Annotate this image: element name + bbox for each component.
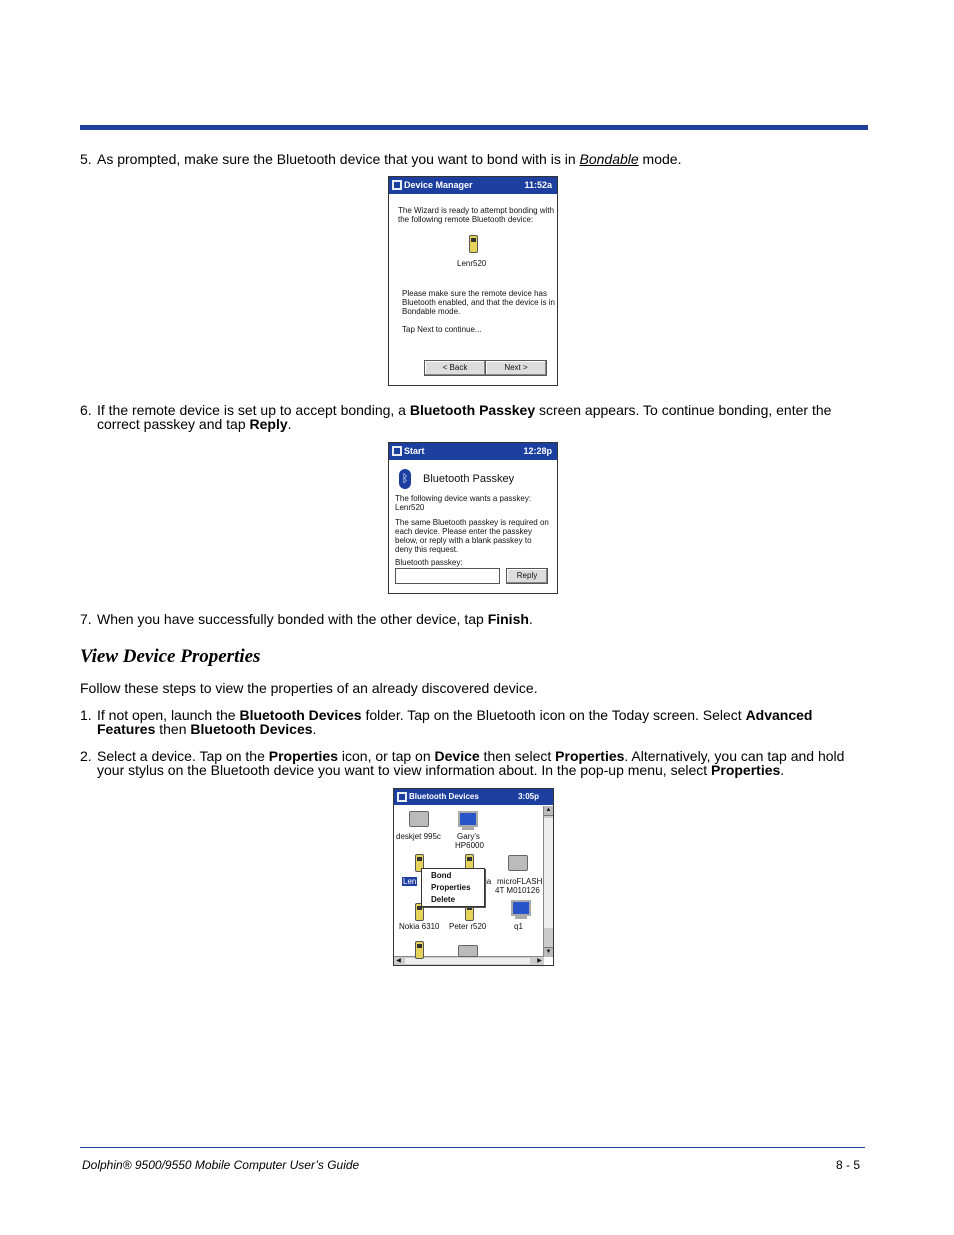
step-text-end: .	[287, 416, 292, 432]
menu-item-properties[interactable]: Properties	[431, 883, 471, 892]
passkey-heading: Bluetooth Passkey	[423, 473, 515, 485]
step-text-end: .	[528, 611, 533, 627]
device-label-peter: Peter r520	[449, 922, 487, 931]
step-number: 6.	[80, 402, 92, 418]
passkey-device: Lenr520	[395, 503, 425, 512]
titlebar-time: 3:05p	[518, 792, 539, 801]
advanced-term: Advanced	[745, 707, 813, 723]
properties-term-2: Properties	[555, 748, 625, 764]
device-label-hp6000: HP6000	[455, 841, 484, 850]
step-number: 1.	[80, 707, 92, 723]
footer-rule	[80, 1147, 865, 1148]
step-text-end: .	[780, 762, 785, 778]
titlebar	[394, 789, 553, 805]
passkey-line-6: deny this request.	[395, 545, 459, 554]
device-label-deskjet: deskjet 995c	[396, 832, 441, 841]
msg-line-3: Bondable mode.	[402, 307, 461, 316]
step-text-mid: folder. Tap on the Bluetooth icon on the Today screen. Select	[361, 707, 746, 723]
context-menu	[421, 868, 485, 907]
device-term: Device	[434, 748, 480, 764]
reply-term: Reply	[249, 416, 288, 432]
titlebar-title: Device Manager	[404, 180, 473, 190]
step-number: 5.	[80, 151, 92, 167]
intro-paragraph: Follow these steps to view the properties of an already discovered device.	[80, 680, 538, 696]
bluetooth-devices-screenshot	[393, 788, 554, 966]
titlebar-time: 12:28p	[523, 446, 552, 456]
view-step-2	[80, 749, 870, 779]
finish-term: Finish	[487, 611, 529, 627]
printer-icon[interactable]	[409, 811, 429, 827]
device-label-partial: ia	[485, 877, 492, 886]
step-text: When you have successfully bonded with the other device, tap	[97, 611, 488, 627]
properties-term: Properties	[268, 748, 338, 764]
scroll-right-icon[interactable]: ▶	[537, 958, 542, 964]
menu-item-delete[interactable]: Delete	[431, 895, 456, 904]
titlebar-title: Start	[404, 446, 425, 456]
view-step-1	[80, 708, 870, 738]
titlebar-title: Bluetooth Devices	[409, 792, 479, 801]
msg-line-1: Please make sure the remote device has	[402, 289, 547, 298]
bluetooth-devices-term: Bluetooth Devices	[239, 707, 362, 723]
step-text-mid3: . Alternatively, you can tap and hold	[624, 748, 845, 764]
features-term: Features	[97, 721, 156, 737]
scroll-up-icon[interactable]: ▲	[544, 806, 553, 816]
passkey-field-label: Bluetooth passkey:	[395, 558, 463, 567]
step-text-line2: correct passkey and tap	[97, 416, 250, 432]
phone-icon	[469, 235, 478, 253]
device-label-nokia: Nokia 6310	[399, 922, 440, 931]
intro-line-1: The Wizard is ready to attempt bonding with	[398, 206, 555, 215]
titlebar	[389, 177, 557, 194]
computer-icon[interactable]	[458, 811, 478, 827]
titlebar-time: 11:52a	[524, 180, 552, 190]
msg-line-2: Bluetooth enabled, and that the device is in	[402, 298, 555, 307]
device-label-gary: Gary's	[457, 832, 480, 841]
tap-next-text: Tap Next to continue...	[402, 325, 482, 334]
section-title: View Device Properties	[80, 646, 261, 667]
step-text-then: then	[155, 721, 191, 737]
windows-start-icon	[392, 446, 402, 456]
device-label-q1: q1	[514, 922, 523, 931]
vertical-scrollbar[interactable]	[543, 806, 553, 957]
step-text: As prompted, make sure the Bluetooth device that you want to bond with is in	[97, 151, 580, 167]
step-text-mid: screen appears. To continue bonding, enter the	[535, 402, 832, 418]
passkey-input[interactable]	[395, 568, 500, 584]
bondable-term: Bondable	[579, 151, 639, 167]
phone-icon[interactable]	[415, 941, 424, 959]
step-text: If not open, launch the	[97, 707, 240, 723]
computer-icon[interactable]	[511, 900, 531, 916]
device-label-microflash: microFLASH	[497, 877, 543, 886]
printer-icon[interactable]	[508, 855, 528, 871]
bluetooth-passkey-term: Bluetooth Passkey	[409, 402, 536, 418]
scroll-left-icon[interactable]: ◀	[396, 958, 401, 964]
step-text-mid1: icon, or tap on	[338, 748, 435, 764]
step-6	[80, 403, 870, 433]
bluetooth-passkey-screenshot	[388, 442, 558, 594]
titlebar	[389, 443, 557, 460]
page-number: 8 - 5	[835, 1158, 860, 1172]
scroll-down-icon[interactable]: ▼	[545, 949, 552, 955]
properties-term-3: Properties	[711, 762, 781, 778]
device-label-m010126: 4T M010126	[495, 886, 540, 895]
passkey-line-1: The following device wants a passkey:	[395, 494, 532, 503]
header-rule	[80, 125, 868, 130]
step-text-line2: your stylus on the Bluetooth device you want to view information about. In the pop-up menu, select	[97, 762, 712, 778]
menu-item-bond[interactable]: Bond	[431, 871, 452, 880]
scroll-thumb[interactable]	[544, 818, 553, 928]
device-name: Lenr520	[457, 259, 487, 268]
step-text: If the remote device is set up to accept bonding, a	[97, 402, 410, 418]
passkey-line-5: below, or reply with a blank passkey to	[395, 536, 532, 545]
step-text-mid2: then select	[479, 748, 556, 764]
back-button[interactable]: < Back	[424, 360, 486, 376]
device-manager-screenshot	[388, 176, 558, 386]
step-number: 7.	[80, 611, 92, 627]
passkey-line-4: each device. Please enter the passkey	[395, 527, 532, 536]
bluetooth-icon: ᛒ	[399, 469, 411, 489]
device-label-selected[interactable]: Len	[403, 877, 417, 886]
step-text: Select a device. Tap on the	[97, 748, 269, 764]
scroll-h-thumb[interactable]	[405, 958, 530, 964]
windows-start-icon	[397, 792, 407, 802]
bluetooth-devices-term-2: Bluetooth Devices	[190, 721, 313, 737]
windows-start-icon	[392, 180, 402, 190]
step-text-end: mode.	[638, 151, 682, 167]
step-number: 2.	[80, 748, 92, 764]
footer-title: Dolphin® 9500/9550 Mobile Computer User’s Guide	[82, 1158, 360, 1172]
step-text-end: .	[312, 721, 317, 737]
printer-icon[interactable]	[458, 945, 478, 957]
reply-button[interactable]: Reply	[506, 568, 548, 584]
passkey-line-3: The same Bluetooth passkey is required on	[395, 518, 549, 527]
intro-line-2: the following remote Bluetooth device:	[398, 215, 534, 224]
next-button[interactable]: Next >	[485, 360, 547, 376]
